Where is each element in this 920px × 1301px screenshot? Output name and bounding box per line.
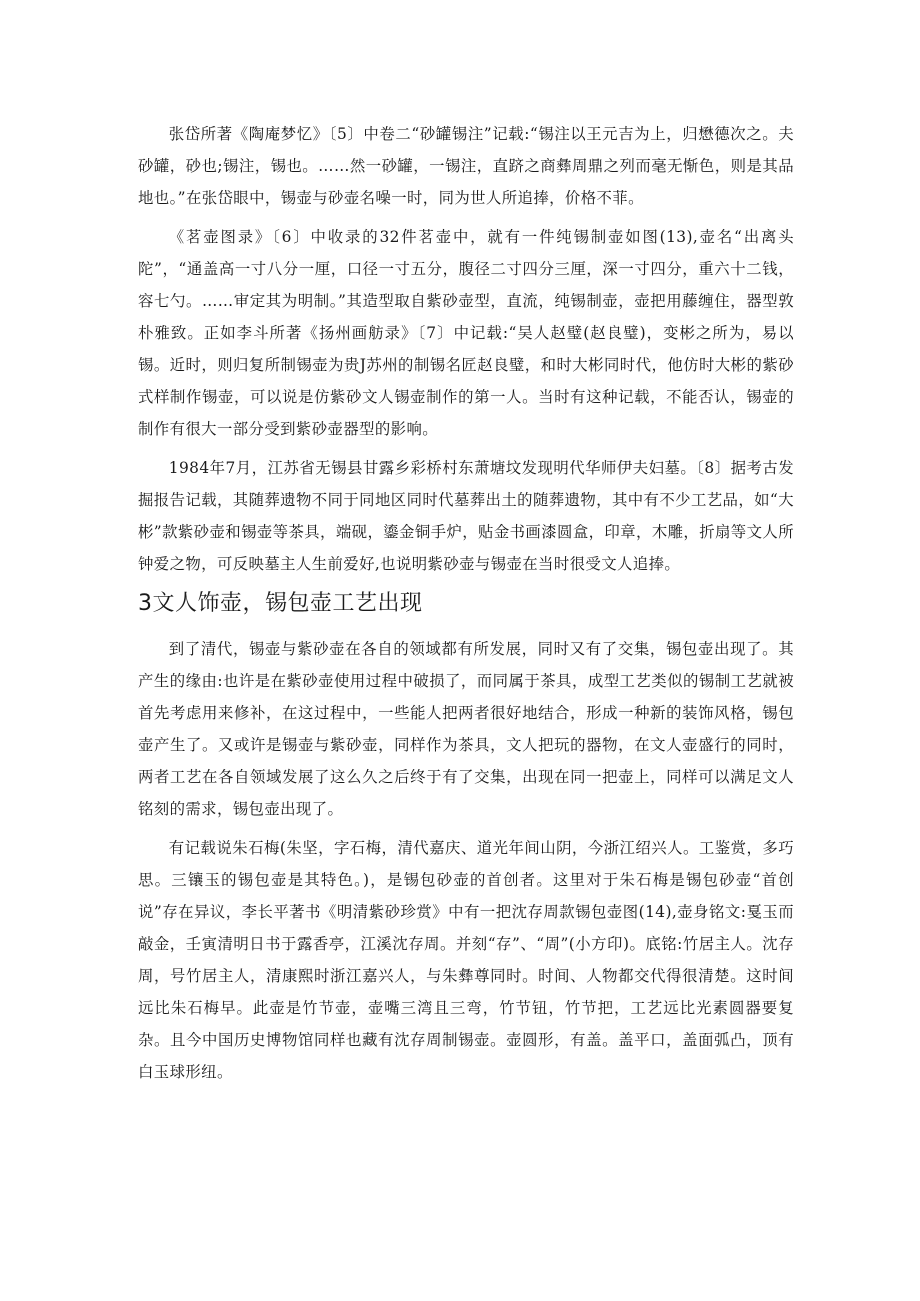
paragraph-zhu-shimei: 有记载说朱石梅(朱坚，字石梅，清代嘉庆、道光年间山阴，今浙江绍兴人。工鉴赏，多巧思。三镶玉的锡包壶是其特色。)，是锡包砂壶的首创者。这里对于朱石梅是锡包砂壶“首创说”存在异议，李长平著书《明清紫砂珍赏》中有一把沈存周款锡包壶图(14),壶身铭文:戛玉而敲金，壬寅清明日书于露香亭，江溪沈存周。并刻“存”、“周”(小方印)。底铭:竹居主人。沈存周，号竹居主人，清康熙时浙江嘉兴人，与朱彝尊同时。时间、人物都交代得很清楚。这时间远比朱石梅早。此壶是竹节壶，壶嘴三湾且三弯，竹节钮，竹节把，工艺远比光素圆器要复杂。且今中国历史博物馆同样也藏有沈存周制锡壶。壶圆形，有盖。盖平口，盖面弧凸，顶有白玉球形纽。 [138,839,794,1081]
paragraph-1984-tomb: 1984年7月，江苏省无锡县甘露乡彩桥村东萧塘坟发现明代华师伊夫妇墓。〔8〕据考古发掘报告记载，其随葬遗物不同于同地区同时代墓葬出土的随葬遗物，其中有不少工艺品，如“大彬”款紫砂壶和锡壶等茶具，端砚，鎏金铜手炉，贴金书画漆圆盒，印章，木雕，折扇等文人所钟爱之物，可反映墓主人生前爱好,也说明紫砂壶与锡壶在当时很受文人追捧。 [138,459,794,573]
section-heading: 3文人饰壶，锡包壶工艺出现 [138,591,423,616]
paragraph-zhang-dai: 张岱所著《陶庵梦忆》〔5〕中卷二“砂罐锡注”记载:“锡注以王元吉为上，归懋德次之。夫砂罐，砂也;锡注，锡也。……然一砂罐，一锡注，直跻之商彝周鼎之列而毫无惭色，则是其品地也。”在张岱眼中，锡壶与砂壶名噪一时，同为世人所追捧，价格不菲。 [138,125,794,207]
document-body [138,118,794,1095]
paragraph-qing-dynasty: 到了清代，锡壶与紫砂壶在各自的领域都有所发展，同时又有了交集，锡包壶出现了。其产生的缘由:也许是在紫砂壶使用过程中破损了，而同属于茶具，成型工艺类似的锡制工艺就被首先考虑用来修补，在这过程中，一些能人把两者很好地结合，形成一种新的装饰风格，锡包壶产生了。又或许是锡壶与紫砂壶，同样作为茶具，文人把玩的器物，在文人壶盛行的同时，两者工艺在各自领域发展了这么久之后终于有了交集，出现在同一把壶上，同样可以满足文人铭刻的需求，锡包壶出现了。 [138,640,794,818]
paragraph-ming-hu-tu-lu: 《茗壶图录》〔6〕中收录的32件茗壶中，就有一件纯锡制壶如图(13),壶名“出离头陀”，“通盖高一寸八分一厘，口径一寸五分，腹径二寸四分三厘，深一寸四分，重六十二钱，容七勺。……审定其为明制。”其造型取自紫砂壶型，直流，纯锡制壶，壶把用藤缠住，器型敦朴雅致。正如李斗所著《扬州画舫录》〔7〕中记载:“吴人赵璧(赵良璧)，变彬之所为，易以锡。近时，则归复所制锡壶为贵J苏州的制锡名匠赵良璧，和时大彬同时代，他仿时大彬的紫砂式样制作锡壶，可以说是仿紫砂文人锡壶制作的第一人。当时有这种记载，不能否认，锡壶的制作有很大一部分受到紫砂壶器型的影响。 [138,228,794,438]
